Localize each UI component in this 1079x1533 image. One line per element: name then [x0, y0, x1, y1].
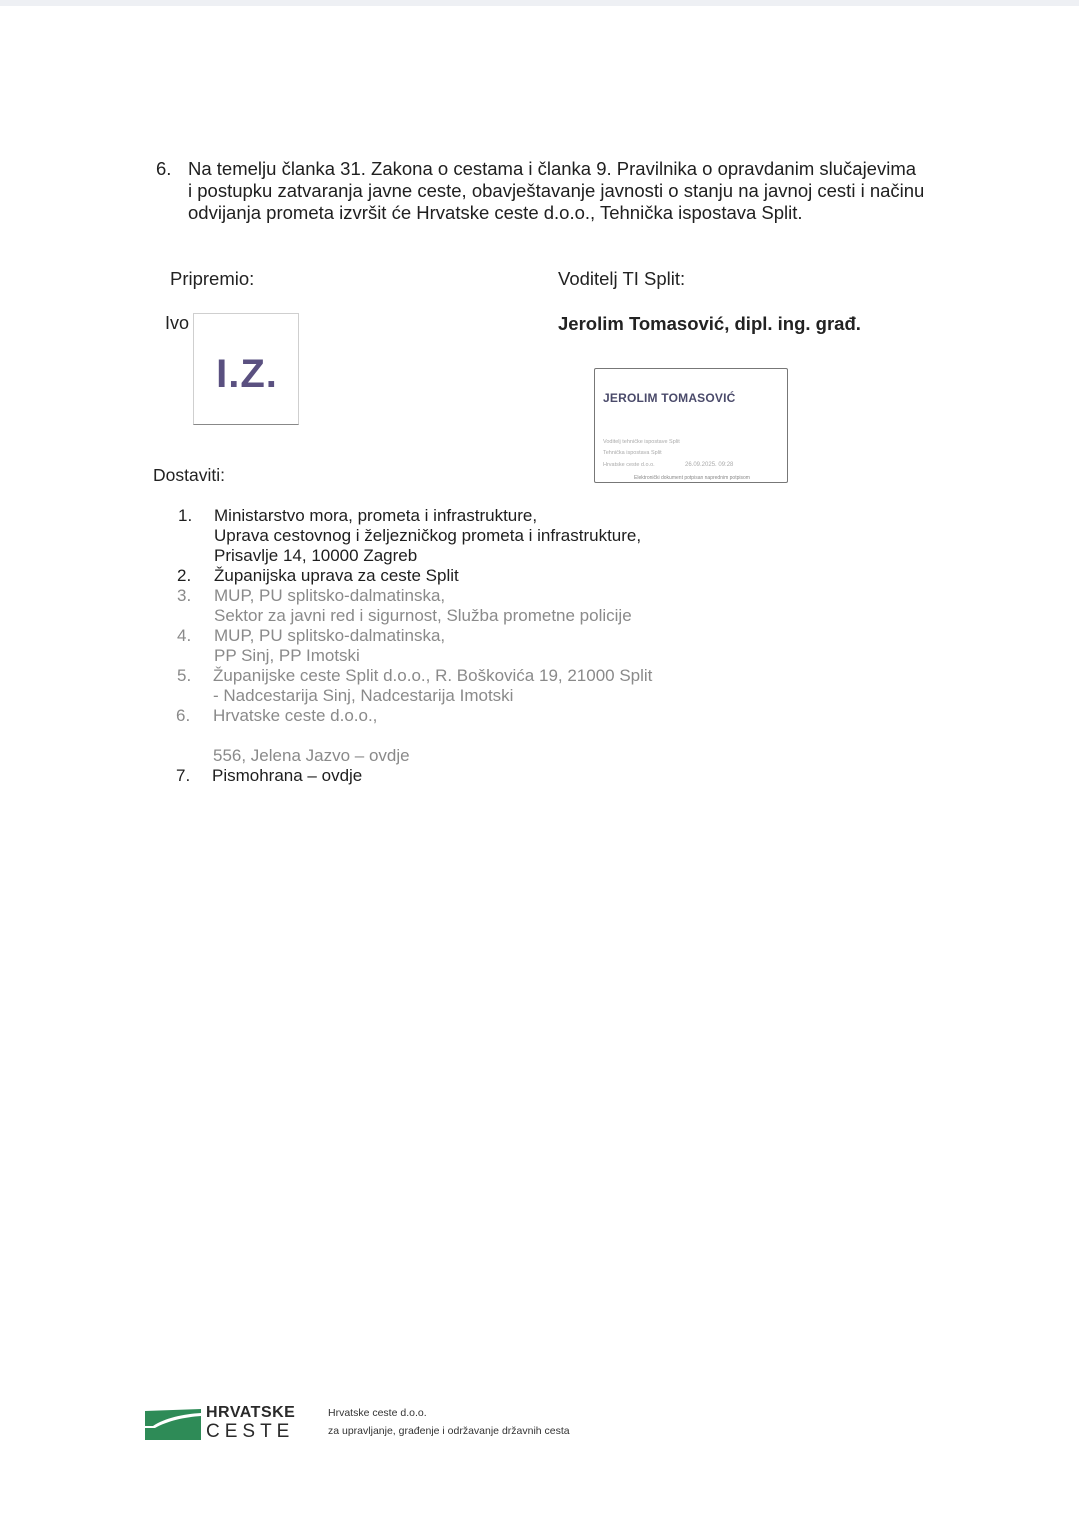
stamp-name: JEROLIM TOMASOVIĆ	[603, 391, 736, 405]
list-item-number: 2.	[177, 566, 192, 585]
list-item-line: 556, Jelena Jazvo – ovdje	[213, 746, 410, 765]
list-item-number: 1.	[178, 506, 193, 525]
list-item-number: 4.	[177, 626, 192, 645]
list-item-number: 7.	[176, 766, 191, 785]
prepared-by-label: Pripremio:	[170, 268, 255, 289]
company-name: Hrvatske ceste d.o.o.	[328, 1407, 427, 1419]
list-item-line: Prisavlje 14, 10000 Zagreb	[214, 546, 418, 565]
list-item-line: MUP, PU splitsko-dalmatinska,	[214, 626, 446, 645]
list-item-line: Županijske ceste Split d.o.o., R. Boškovića 19, 21000 Split	[213, 666, 653, 685]
list-item-line: Pismohrana – ovdje	[212, 766, 363, 785]
list-item-line: Hrvatske ceste d.o.o.,	[213, 706, 378, 725]
item-6-line-1: Na temelju članka 31. Zakona o cestama i članka 9. Pravilnika o opravdanim slučajevima	[188, 158, 917, 179]
list-item-line: Uprava cestovnog i željezničkog prometa i infrastrukture,	[214, 526, 642, 545]
stamp-date: 26.09.2025. 09:28	[685, 462, 734, 468]
initials-signature-box	[193, 313, 299, 425]
list-item-line: MUP, PU splitsko-dalmatinska,	[214, 586, 446, 605]
company-description: za upravljanje, građenje i održavanje državnih cesta	[328, 1425, 570, 1437]
item-6-line-2: i postupku zatvaranja javne ceste, obavještavanje javnosti o stanju na javnoj cesti i načinu	[188, 180, 925, 201]
list-item-line: PP Sinj, PP Imotski	[214, 646, 360, 665]
electronic-signature-stamp	[594, 368, 788, 483]
head-label: Voditelj TI Split:	[558, 268, 686, 289]
prepared-by-name: Ivo	[165, 313, 190, 333]
initials-signature: I.Z.	[216, 352, 278, 396]
list-item-number: 5.	[177, 666, 192, 685]
item-6-line-3: odvijanja prometa izvršit će Hrvatske ceste d.o.o., Tehnička ispostava Split.	[188, 202, 803, 223]
logo-word-ceste: CESTE	[206, 1421, 295, 1442]
distribution-label: Dostaviti:	[153, 465, 225, 485]
road-swoosh-icon	[143, 1406, 203, 1442]
stamp-line-3: Hrvatske ceste d.o.o.	[603, 462, 655, 468]
hrvatske-ceste-logo	[143, 1404, 296, 1444]
item-6-number: 6.	[156, 158, 172, 179]
list-item-line: Sektor za javni red i sigurnost, Služba prometne policije	[214, 606, 632, 625]
list-item-line: Ministarstvo mora, prometa i infrastrukture,	[214, 506, 538, 525]
stamp-footer: Elektronički dokument potpisan naprednim potpisom	[634, 475, 750, 481]
list-item-line: Županijska uprava za ceste Split	[214, 566, 459, 585]
logo-word-hrvatske: HRVATSKE	[206, 1404, 296, 1421]
list-item-number: 6.	[176, 706, 191, 725]
stamp-line-1: Voditelj tehničke ispostave Split	[603, 439, 680, 445]
list-item-line: - Nadcestarija Sinj, Nadcestarija Imotski	[213, 686, 514, 705]
list-item-number: 3.	[177, 586, 192, 605]
stamp-line-2: Tehnička ispostava Split	[603, 450, 662, 456]
head-name: Jerolim Tomasović, dipl. ing. građ.	[558, 313, 861, 334]
